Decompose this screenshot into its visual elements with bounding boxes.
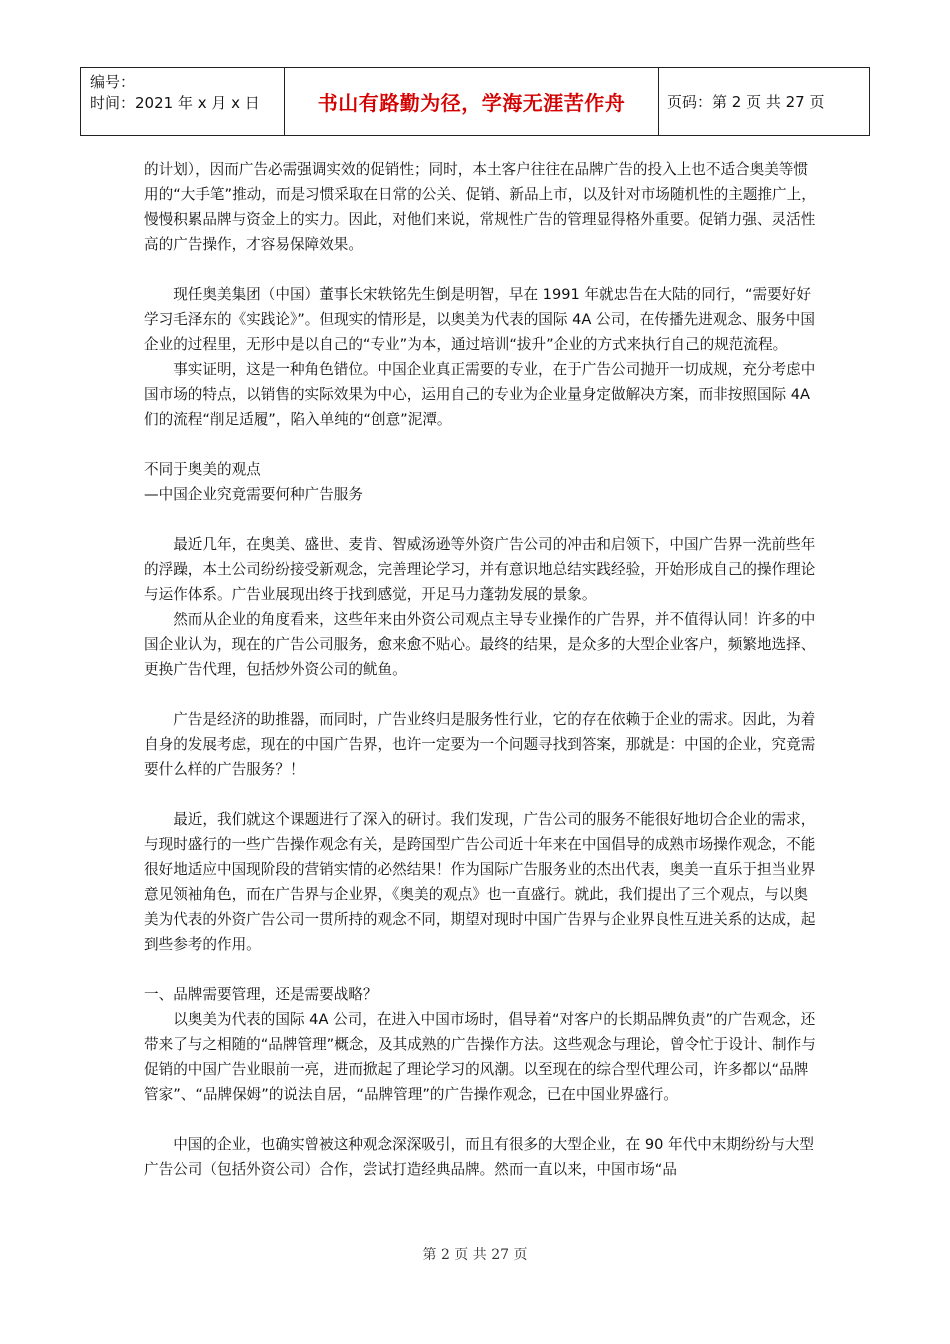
page-header: [80, 67, 870, 136]
paragraph: 广告是经济的助推器，而同时，广告业终归是服务性行业，它的存在依赖于企业的需求。因此，为着自身的发展考虑，现在的中国广告界，也许一定要为一个问题寻找到答案，那就是：中国的企业，究竟需要什么样的广告服务？！: [144, 711, 816, 778]
paragraph-gap: [144, 682, 816, 707]
paragraph: 最近几年，在奥美、盛世、麦肯、智威汤逊等外资广告公司的冲击和启领下，中国广告界一洗前些年的浮躁，本土公司纷纷接受新观念，完善理论学习，并有意识地总结实践经验，开始形成自己的操作理论与运作体系。广告业展现出终于找到感觉，开足马力蓬勃发展的景象。: [144, 536, 816, 603]
footer-page-number: 第 2 页 共 27 页: [422, 1247, 528, 1263]
paragraph: 一、品牌需要管理，还是需要战略？: [144, 986, 378, 1003]
paragraph: 不同于奥美的观点: [144, 461, 261, 478]
document-time-label: 时间：2021 年 x 月 x 日: [90, 94, 260, 112]
document-number-label: 编号：: [90, 73, 136, 91]
paragraph-gap: [144, 507, 816, 532]
paragraph: 中国的企业，也确实曾被这种观念深深吸引，而且有很多的大型企业，在 90 年代中末期纷纷与大型广告公司（包括外资公司）合作，尝试打造经典品牌。然而一直以来，中国市场“品: [144, 1136, 814, 1178]
paragraph: 事实证明，这是一种角色错位。中国企业真正需要的专业，在于广告公司抛开一切成规，充分考虑中国市场的特点，以销售的实际效果为中心，运用自己的专业为企业量身定做解决方案，而非按照国际 4A 们的流程“削足适履”，陷入单纯的“创意”泥潭。: [144, 361, 816, 428]
paragraph: 然而从企业的角度看来，这些年来由外资公司观点主导专业操作的广告界，并不值得认同！许多的中国企业认为，现在的广告公司服务，愈来愈不贴心。最终的结果，是众多的大型企业客户，频繁地选择、更换广告代理，包括炒外资公司的鱿鱼。: [144, 611, 816, 678]
paragraph-gap: [144, 782, 816, 807]
page-footer: [0, 1244, 950, 1264]
header-page-label: 页码：第 2 页 共 27 页: [667, 93, 825, 111]
paragraph-gap: [144, 1107, 816, 1132]
paragraph-gap: [144, 257, 816, 282]
paragraph: 以奥美为代表的国际 4A 公司，在进入中国市场时，倡导着“对客户的长期品牌负责”的广告观念，还带来了与之相随的“品牌管理”概念，及其成熟的广告操作方法。这些观念与理论，曾令忙于设计、制作与促销的中国广告业眼前一亮，进而掀起了理论学习的风潮。以至现在的综合型代理公司，许多都以“品牌管家”、“品牌保姆”的说法自居，“品牌管理”的广告操作观念，已在中国业界盛行。: [144, 1011, 816, 1103]
paragraph: 的计划），因而广告必需强调实效的促销性；同时，本土客户往往在品牌广告的投入上也不适合奥美等惯用的“大手笔”推动，而是习惯采取在日常的公关、促销、新品上市，以及针对市场随机性的主题推广上，慢慢积累品牌与资金上的实力。因此，对他们来说，常规性广告的管理显得格外重要。促销力强、灵活性高的广告操作，才容易保障效果。: [144, 161, 816, 253]
header-meta-cell: [81, 68, 285, 135]
paragraph-gap: [144, 432, 816, 457]
document-body: [144, 157, 816, 1182]
paragraph-gap: [144, 957, 816, 982]
paragraph: 现任奥美集团（中国）董事长宋轶铭先生倒是明智，早在 1991 年就忠告在大陆的同行，“需要好好学习毛泽东的《实践论》”。但现实的情形是，以奥美为代表的国际 4A 公司，在传播先进观念、服务中国企业的过程里，无形中是以自己的“专业”为本，通过培训“拔升”企业的方式来执行自己的规范流程。: [144, 286, 815, 353]
paragraph: —中国企业究竟需要何种广告服务: [144, 486, 363, 503]
header-motto: 书山有路勤为径，学海无涯苦作舟: [285, 68, 659, 135]
paragraph: 最近，我们就这个课题进行了深入的研讨。我们发现，广告公司的服务不能很好地切合企业的需求，与现时盛行的一些广告操作观念有关，是跨国型广告公司近十年来在中国倡导的成熟市场操作观念，不能很好地适应中国现阶段的营销实情的必然结果！作为国际广告服务业的杰出代表，奥美一直乐于担当业界意见领袖角色，而在广告界与企业界，《奥美的观点》也一直盛行。就此，我们提出了三个观点，与以奥美为代表的外资广告公司一贯所持的观念不同，期望对现时中国广告界与企业界良性互进关系的达成，起到些参考的作用。: [144, 811, 816, 953]
